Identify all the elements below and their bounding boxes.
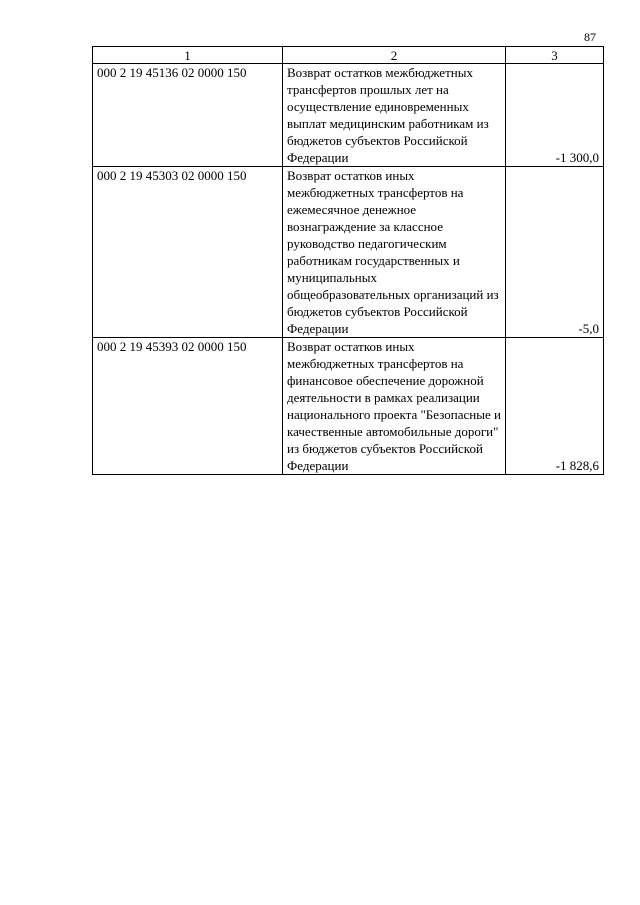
table-row <box>93 338 604 475</box>
page-number: 87 <box>584 30 596 44</box>
row-amount: -5,0 <box>506 167 604 338</box>
column-header-1: 1 <box>93 47 283 64</box>
budget-table <box>92 46 604 475</box>
header-row <box>93 47 604 64</box>
row-description: Возврат остатков иных межбюджетных трансфертов на ежемесячное денежное вознаграждение за классное руководство педагогическим работникам государственных и муниципальных общеобразовательных организаций из бюджетов субъектов Российской Федерации <box>283 167 506 338</box>
row-description: Возврат остатков межбюджетных трансфертов прошлых лет на осуществление единовременных выплат медицинским работникам из бюджетов субъектов Российской Федерации <box>283 64 506 167</box>
row-description: Возврат остатков иных межбюджетных трансфертов на финансовое обеспечение дорожной деятельности в рамках реализации национального проекта "Безопасные и качественные автомобильные дороги" из бюджетов субъектов Российской Федерации <box>283 338 506 475</box>
budget-code: 000 2 19 45136 02 0000 150 <box>93 64 283 167</box>
budget-code: 000 2 19 45303 02 0000 150 <box>93 167 283 338</box>
column-header-3: 3 <box>506 47 604 64</box>
row-amount: -1 300,0 <box>506 64 604 167</box>
table-row <box>93 64 604 167</box>
row-amount: -1 828,6 <box>506 338 604 475</box>
column-header-2: 2 <box>283 47 506 64</box>
budget-code: 000 2 19 45393 02 0000 150 <box>93 338 283 475</box>
table-row <box>93 167 604 338</box>
